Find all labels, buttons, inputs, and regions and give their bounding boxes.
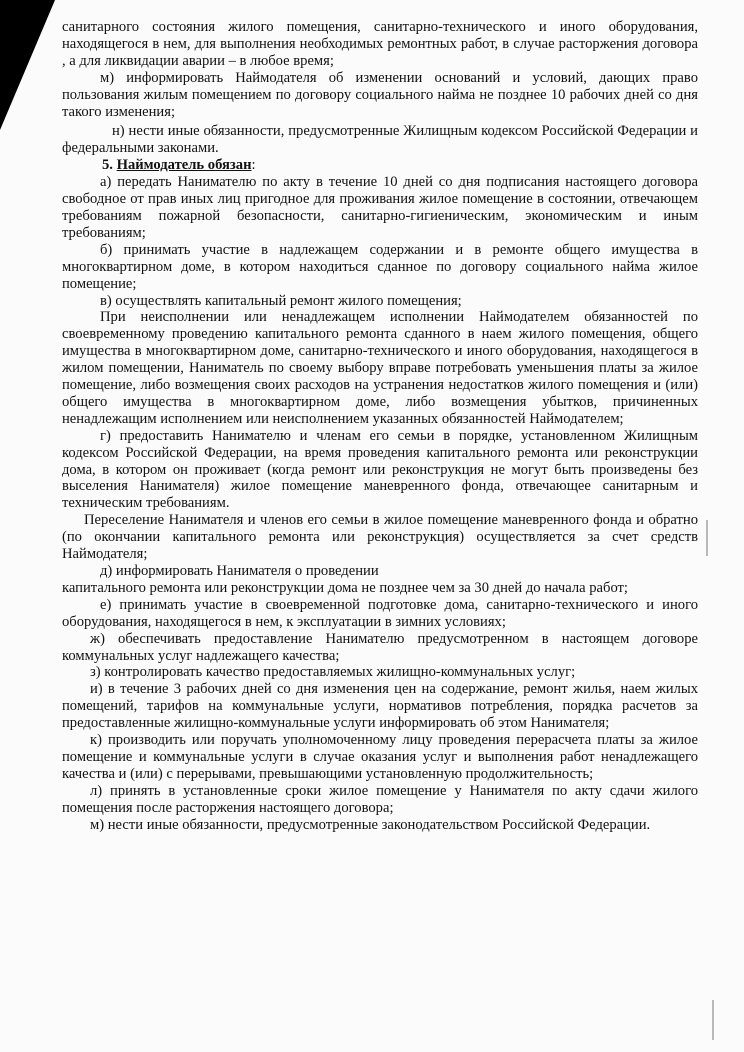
paragraph-e-winter-preparation: е) принимать участие в своевременной подготовке дома, санитарно-технического и иного оборудования, находящегося в нем, к эксплуатации в зимних условиях; bbox=[62, 596, 698, 630]
paragraph-k-recalculation: к) производить или поручать уполномоченному лицу проведения перерасчета платы за жилое помещение и коммунальные услуги в случае оказания услуг и выполнения работ ненадлежащего качества и (или) с перерывами, превышающими установленную продолжительность; bbox=[62, 732, 698, 782]
section-title-colon: : bbox=[251, 157, 256, 174]
section-title: Наймодатель обязан bbox=[116, 157, 252, 174]
scan-mark bbox=[706, 520, 708, 556]
paragraph-sanitary-access: санитарного состояния жилого помещения, санитарно-технического и иного оборудования, находящегося в нем, для выполнения необходимых ремонтных работ, в случае расторжения договора , а для ликвидации аварии – в любое время; bbox=[62, 19, 698, 69]
paragraph-relocation: Переселение Нанимателя и членов его семьи в жилое помещение маневренного фонда и обратно (по окончании капитального ремонта или реконструкция) осуществляется за счет средств Наймодателя; bbox=[62, 512, 698, 563]
paragraph-z-quality-control: з) контролировать качество предоставляемых жилищно-коммунальных услуг; bbox=[90, 664, 576, 681]
paragraph-b-maintenance: б) принимать участие в надлежащем содержании и в ремонте общего имущества в многоквартирном доме, в котором находиться сданное по договору социального найма жилое помещение; bbox=[62, 241, 698, 292]
scan-corner-shadow bbox=[0, 0, 55, 130]
paragraph-m-inform: м) информировать Наймодателя об изменении оснований и условий, дающих право пользования жилым помещением по договору социального найма не позднее 10 рабочих дней со дня такого изменения; bbox=[62, 69, 698, 120]
section-heading bbox=[62, 157, 698, 174]
paragraph-a-transfer: а) передать Нанимателю по акту в течение 10 дней со дня подписания настоящего договора свободное от прав иных лиц пригодное для проживания жилое помещение в состоянии, отвечающем требованиям пожарной безопасности, санитарно-гигиеническим, экономическим и иным требованиям; bbox=[62, 174, 698, 241]
document-text bbox=[62, 19, 698, 834]
scan-mark bbox=[712, 1000, 714, 1040]
section-number: 5. bbox=[102, 157, 113, 174]
paragraph-nonperformance: При неисполнении или ненадлежащем исполнении Наймодателем обязанностей по своевременному проведению капитального ремонта сданного в наем жилого помещения, общего имущества в многоквартирном доме, санитарно-технического и иного оборудования, находящегося в жилом помещении, Наниматель по своему выбору вправе потребовать уменьшения платы за жилое помещение, либо возмещения своих расходов на устранения недостатков жилого помещения и (или) общего имущества в многоквартирном доме, либо возмещения убытков, причиненных ненадлежащим исполнением или неисполнением указанных обязанностей Наймодателем; bbox=[62, 309, 698, 427]
paragraph-d-inform: д) информировать Нанимателя о проведении bbox=[100, 563, 379, 579]
paragraph-l-accept-return: л) принять в установленные сроки жилое помещение у Нанимателя по акту сдачи жилого помещения после расторжения настоящего договора; bbox=[62, 782, 698, 816]
paragraph-i-price-changes: и) в течение 3 рабочих дней со дня изменения цен на содержание, ремонт жилья, наем жилых помещений, тарифов на коммунальные услуги, нормативов потребления, порядка расчетов за предоставленные жилищно-коммунальные услуги информировать об этом Нанимателя; bbox=[62, 681, 698, 732]
paragraph-g-temporary-housing: г) предоставить Нанимателю и членам его семьи в порядке, установленном Жилищным кодексом Российской Федерации, на время проведения капитального ремонта или реконструкции дома, в котором он проживает (когда ремонт или реконструкция не могут быть произведены без выселения Нанимателя) жилое помещение маневренного фонда, отвечающее санитарным и техническим требованиям. bbox=[62, 427, 698, 512]
paragraph-d-inform-continued: капитального ремонта или реконструкции дома не позднее чем за 30 дней до начала работ; bbox=[62, 579, 628, 596]
paragraph-m-other-duties: м) нести иные обязанности, предусмотренные законодательством Российской Федерации. bbox=[90, 816, 651, 833]
paragraph-v-capital-repair: в) осуществлять капитальный ремонт жилого помещения; bbox=[100, 292, 462, 309]
paragraph-zh-utilities: ж) обеспечивать предоставление Нанимателю предусмотренном в настоящем договоре коммунальных услуг надлежащего качества; bbox=[62, 630, 698, 664]
paragraph-n-other-duties: н) нести иные обязанности, предусмотренные Жилищным кодексом Российской Федерации и федеральными законами. bbox=[62, 123, 698, 157]
